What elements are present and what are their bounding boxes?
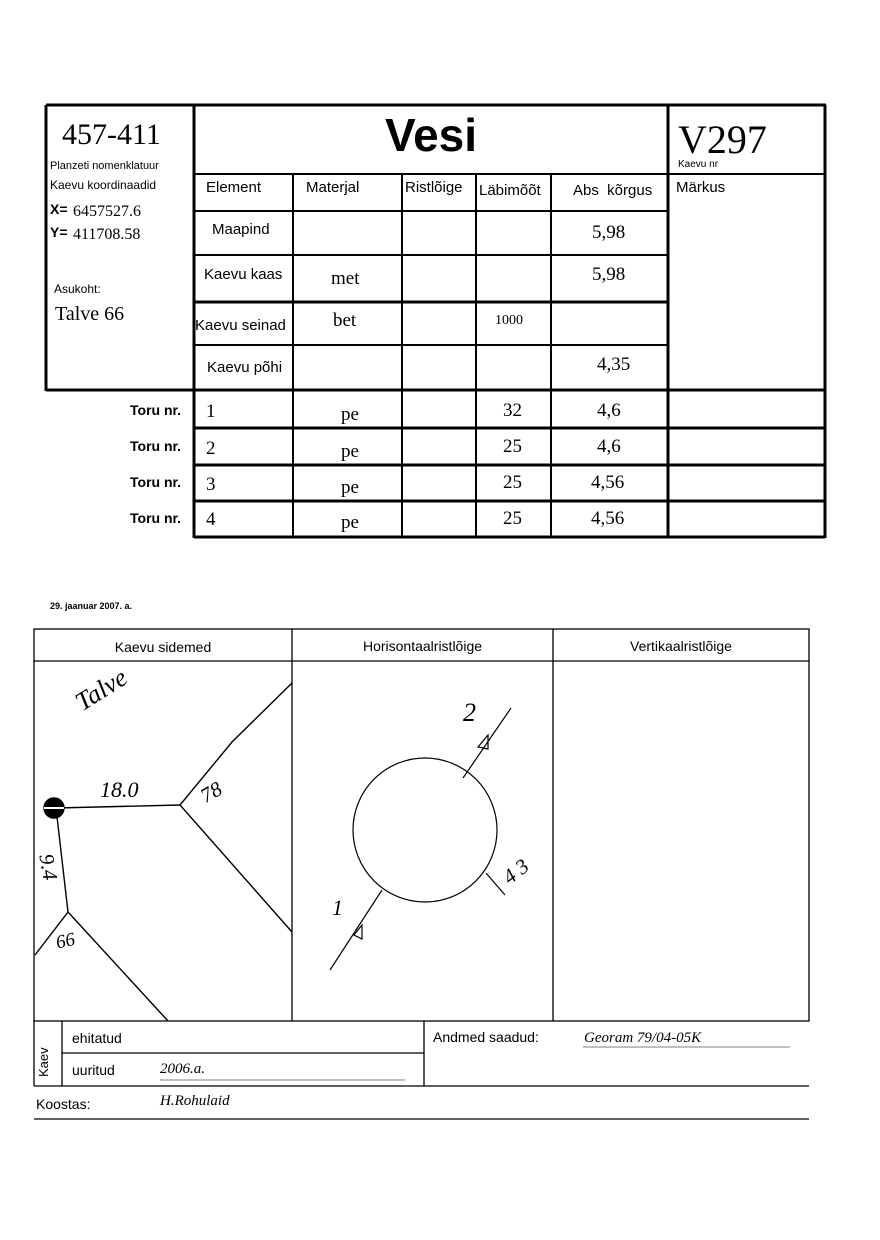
- pipe-row-0-label: Toru nr.: [130, 402, 182, 418]
- pipe-row-0-materjal: pe: [341, 404, 359, 425]
- pipe-row-1-abs: 4,6: [597, 436, 621, 457]
- cross-section-drawing: [330, 708, 511, 970]
- cross-pipe-2: 2: [463, 698, 476, 727]
- cross-pipe-3: 4 3: [498, 853, 534, 889]
- form-date: 29. jaanuar 2007. a.: [50, 601, 133, 611]
- page-title: Vesi: [384, 109, 478, 161]
- andmed-label: Andmed saadud:: [433, 1029, 539, 1045]
- koostas-value: H.Rohulaid: [160, 1093, 230, 1109]
- asukoht-value: Talve 66: [55, 303, 125, 325]
- pipe-row-3-abs: 4,56: [591, 508, 625, 529]
- pipe-row-1-label: Toru nr.: [130, 438, 182, 454]
- header-horisontaalristloige: Horisontaalristlõige: [362, 638, 483, 654]
- sketch-house-2: 66: [54, 929, 77, 954]
- kaev-label: Kaev: [36, 1047, 51, 1077]
- pipe-row-2-nr: 3: [206, 474, 216, 495]
- col-header-ristloige: Ristlõige: [405, 179, 463, 196]
- element-row-2-element: Kaevu seinad: [195, 317, 286, 334]
- element-row-0-abs: 5,98: [592, 222, 626, 243]
- element-row-1-materjal: met: [331, 268, 360, 289]
- col-header-labimoot: Läbimõõt: [479, 182, 541, 199]
- uuritud-value: 2006.a.: [160, 1061, 205, 1077]
- sketch-house-1: 78: [196, 776, 227, 808]
- ehitatud-label: ehitatud: [72, 1030, 122, 1046]
- pipe-row-1-nr: 2: [206, 438, 216, 459]
- pipe-row-3-labimoot: 25: [503, 508, 522, 529]
- pipe-row-0-labimoot: 32: [503, 400, 522, 421]
- pipe-row-1-labimoot: 25: [503, 436, 522, 457]
- col-header-abs-korgus: Abs kõrgus: [573, 182, 653, 199]
- x-label: X=: [50, 201, 68, 217]
- kaevu-nr-label: Kaevu nr: [678, 159, 719, 170]
- kaevu-nr-value: V297: [678, 117, 767, 162]
- sketch-distance-2: 9.4: [34, 852, 63, 883]
- coords-label: Kaevu koordinaadid: [50, 178, 157, 192]
- site-sketch: [35, 683, 292, 1021]
- element-row-3-element: Kaevu põhi: [207, 359, 283, 376]
- asukoht-label: Asukoht:: [54, 282, 101, 296]
- sketch-distance-1: 18.0: [100, 777, 139, 802]
- col-header-element: Element: [206, 179, 262, 196]
- pipe-row-1-materjal: pe: [341, 441, 359, 462]
- cross-pipe-1: 1: [332, 895, 343, 920]
- element-row-3-abs: 4,35: [597, 354, 631, 375]
- pipe-row-0-nr: 1: [206, 401, 216, 422]
- col-header-markus: Märkus: [676, 179, 726, 196]
- pipe-row-3-materjal: pe: [341, 512, 359, 533]
- col-header-materjal: Materjal: [306, 179, 360, 196]
- x-value: 6457527.6: [73, 203, 141, 220]
- nomenklatuur-value: 457-411: [62, 118, 161, 151]
- pipe-row-2-label: Toru nr.: [130, 474, 182, 490]
- sketch-street-label: Talve: [70, 662, 133, 717]
- header-vertikaalristloige: Vertikaalristlõige: [630, 638, 732, 654]
- element-row-0-element: Maapind: [212, 221, 270, 238]
- pipe-row-2-materjal: pe: [341, 477, 359, 498]
- pipe-row-0-abs: 4,6: [597, 400, 621, 421]
- element-row-2-materjal: bet: [333, 310, 357, 331]
- element-row-1-element: Kaevu kaas: [204, 266, 283, 283]
- pipe-row-2-abs: 4,56: [591, 472, 625, 493]
- y-value: 411708.58: [73, 226, 141, 243]
- element-row-2-labimoot: 1000: [495, 313, 523, 328]
- y-label: Y=: [50, 224, 68, 240]
- nomenklatuur-label: Planzeti nomenklatuur: [50, 160, 159, 172]
- header-kaevu-sidemed: Kaevu sidemed: [114, 639, 212, 655]
- andmed-value: Georam 79/04-05K: [584, 1030, 702, 1046]
- pipe-row-2-labimoot: 25: [503, 472, 522, 493]
- pipe-row-3-label: Toru nr.: [130, 510, 182, 526]
- pipe-row-3-nr: 4: [206, 509, 216, 530]
- element-row-1-abs: 5,98: [592, 264, 626, 285]
- uuritud-label: uuritud: [72, 1062, 115, 1078]
- koostas-label: Koostas:: [36, 1096, 91, 1112]
